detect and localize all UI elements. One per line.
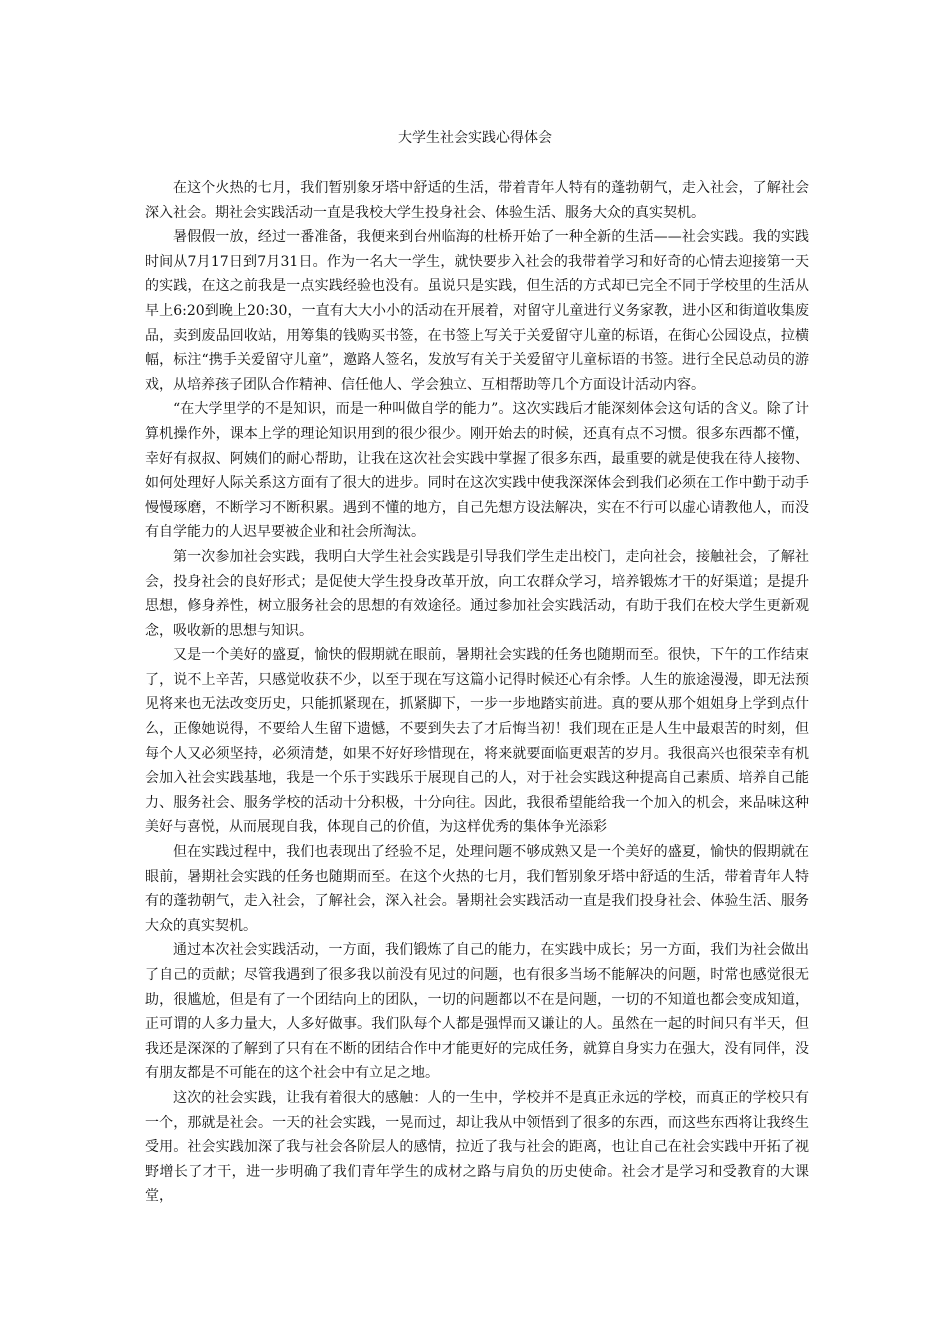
document-title: 大学生社会实践心得体会 [398,130,552,146]
paragraph-4: 第一次参加社会实践，我明白大学生社会实践是引导我们学生走出校门，走向社会，接触社会，了解社会，投身社会的良好形式；是促使大学生投身改革开放，向工农群众学习，培养锻炼才干的好渠道；是提升思想，修身养性，树立服务社会的思想的有效途径。通过参加社会实践活动，有助于我们在校大学生更新观念，吸收新的思想与知识。 [145,548,809,639]
paragraph-3: “在大学里学的不是知识，而是一种叫做自学的能力”。这次实践后才能深刻体会这句话的含义。除了计算机操作外，课本上学的理论知识用到的很少很少。刚开始去的时候，还真有点不习惯。很多东西都不懂，幸好有叔叔、阿姨们的耐心帮助，让我在这次社会实践中掌握了很多东西，最重要的就是使我在待人接物、如何处理好人际关系这方面有了很大的进步。同时在这次实践中使我深深体会到我们必须在工作中勤于动手慢慢琢磨，不断学习不断积累。遇到不懂的地方，自己先想方设法解决，实在不行可以虚心请教他人，而没有自学能力的人迟早要被企业和社会所淘汰。 [145,401,809,541]
paragraph-5: 又是一个美好的盛夏，愉快的假期就在眼前，暑期社会实践的任务也随期而至。很快，下午的工作结束了，说不上辛苦，只感觉收获不少，以至于现在写这篇小记得时候还心有余悸。人生的旅途漫漫，即无法预见将来也无法改变历史，只能抓紧现在，抓紧脚下，一步一步地踏实前进。真的要从那个姐姐身上学到点什么，正像她说得，不要给人生留下遗憾，不要到失去了才后悔当初！我们现在正是人生中最艰苦的时刻，但每个人又必须坚持，必须清楚，如果不好好珍惜现在，将来就要面临更艰苦的岁月。我很高兴也很荣幸有机会加入社会实践基地，我是一个乐于实践乐于展现自己的人，对于社会实践这种提高自己素质、培养自己能力、服务社会、服务学校的活动十分积极，十分向往。因此，我很希望能给我一个加入的机会，来品味这种美好与喜悦，从而展现自我，体现自己的价值，为这样优秀的集体争光添彩 [145,647,809,836]
paragraph-7: 通过本次社会实践活动，一方面，我们锻炼了自己的能力，在实践中成长；另一方面，我们为社会做出了自己的贡献；尽管我遇到了很多我以前没有见过的问题，也有很多当场不能解决的问题，时常也感觉很无助，很尴尬，但是有了一个团结向上的团队，一切的问题都以不在是问题，一切的不知道也都会变成知道，正可谓的人多力量大，人多好做事。我们队每个人都是强悍而又谦让的人。虽然在一起的时间只有半天，但我还是深深的了解到了只有在不断的团结合作中才能更好的完成任务，就算自身实力在强大，没有同伴，没有朋友都是不可能在的这个社会中有立足之地。 [145,942,809,1082]
paragraph-1: 在这个火热的七月，我们暂别象牙塔中舒适的生活，带着青年人特有的蓬勃朝气，走入社会，了解社会深入社会。期社会实践活动一直是我校大学生投身社会、体验生活、服务大众的真实契机。 [145,180,809,221]
document-body [145,176,809,1209]
paragraph-8: 这次的社会实践，让我有着很大的感触：人的一生中，学校并不是真正永远的学校，而真正的学校只有一个，那就是社会。一天的社会实践，一晃而过，却让我从中领悟到了很多的东西，而这些东西将让我终生受用。社会实践加深了我与社会各阶层人的感情，拉近了我与社会的距离，也让自己在社会实践中开拓了视野增长了才干，进一步明确了我们青年学生的成材之路与肩负的历史使命。社会才是学习和受教育的大课堂， [145,1089,809,1205]
paragraph-6: 但在实践过程中，我们也表现出了经验不足，处理问题不够成熟又是一个美好的盛夏，愉快的假期就在眼前，暑期社会实践的任务也随期而至。在这个火热的七月，我们暂别象牙塔中舒适的生活，带着青年人特有的蓬勃朝气，走入社会，了解社会，深入社会。暑期社会实践活动一直是我们投身社会、体验生活、服务大众的真实契机。 [145,844,809,934]
paragraph-2: 暑假假一放，经过一番准备，我便来到台州临海的杜桥开始了一种全新的生活——社会实践。我的实践时间从7月17日到7月31日。作为一名大一学生，就快要步入社会的我带着学习和好奇的心情去迎接第一天的实践，在这之前我是一点实践经验也没有。虽说只是实践，但生活的方式却已完全不同于学校里的生活从早上6:20到晚上20:30，一直有大大小小的活动在开展着，对留守儿童进行义务家教，进小区和街道收集废品，卖到废品回收站，用筹集的钱购买书签，在书签上写关于关爱留守儿童的标语，在街心公园设点，拉横幅，标注“携手关爱留守儿童”，邀路人签名，发放写有关于关爱留守儿童标语的书签。进行全民总动员的游戏，从培养孩子团队合作精神、信任他人、学会独立、互相帮助等几个方面设计活动内容。 [145,229,809,393]
